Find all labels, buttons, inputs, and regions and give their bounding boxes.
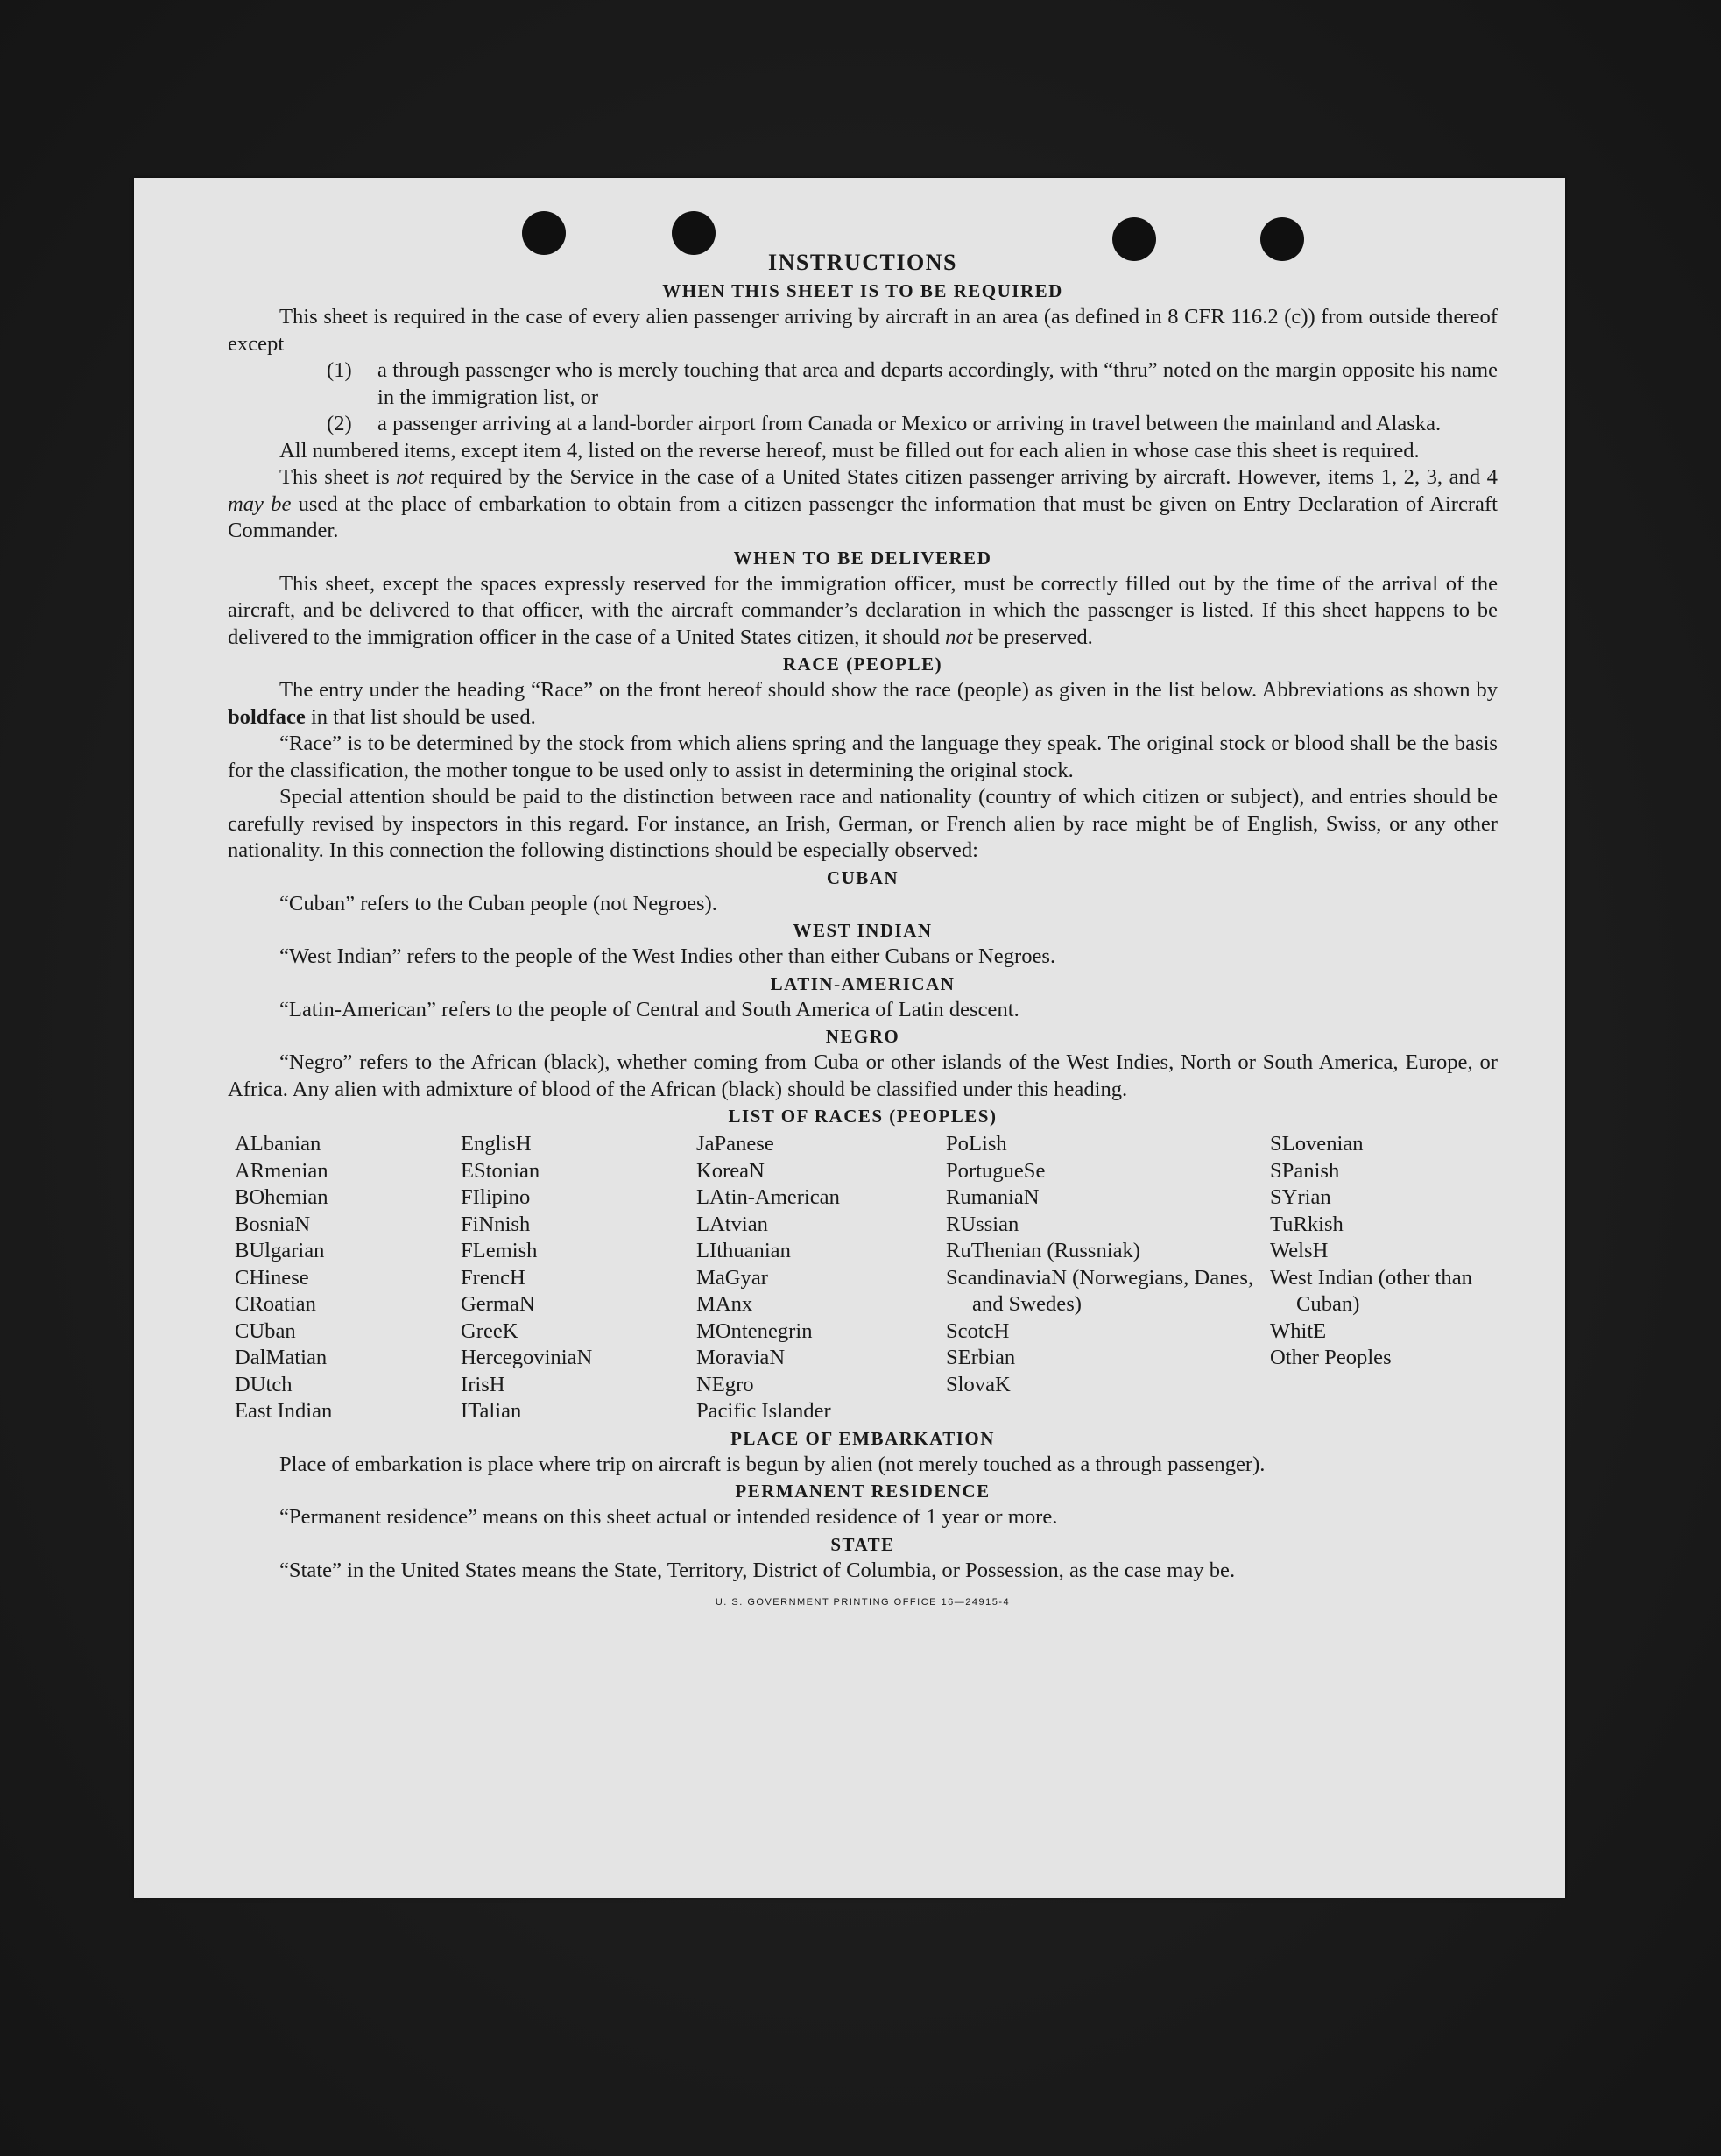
heading-when-required: WHEN THIS SHEET IS TO BE REQUIRED xyxy=(662,280,1063,301)
exception-number: (2) xyxy=(327,412,352,435)
race-entry: DUtch xyxy=(235,1372,293,1396)
race-entry: BOhemian xyxy=(235,1185,328,1209)
text-run: be preserved. xyxy=(977,625,1093,649)
race-entry: ALbanian xyxy=(235,1132,321,1156)
paragraph-citizen xyxy=(228,464,1498,545)
paragraph-required: This sheet is required in the case of every alien passenger arriving by aircraft in an area (as defined in 8 CFR 116.2 (c)) from outside thereof except xyxy=(228,305,1498,356)
race-entry: ITalian xyxy=(461,1399,522,1423)
race-entry: BosniaN xyxy=(235,1212,311,1236)
paragraph-race-nationality: Special attention should be paid to the distinction between race and nationality (country of which citizen or subject), and entries should be carefully revised by inspectors in this regard. For instance, an Irish, German, or French alien by race might be of English, Swiss, or any other nationality. In this connection the following distinctions should be especially observed: xyxy=(228,785,1498,862)
exception-text: a passenger arriving at a land-border airport from Canada or Mexico or arriving in travel between the mainland and Alaska. xyxy=(377,412,1442,435)
races-column-4 xyxy=(946,1131,1270,1425)
race-entry: SYrian xyxy=(1270,1185,1331,1209)
heading-list-of-races: LIST OF RACES (PEOPLES) xyxy=(728,1106,998,1127)
exception-number: (1) xyxy=(327,358,352,382)
race-entry: SLovenian xyxy=(1270,1132,1364,1156)
race-entry: LIthuanian xyxy=(696,1239,791,1262)
heading-residence: PERMANENT RESIDENCE xyxy=(735,1481,991,1502)
race-entry: CRoatian xyxy=(235,1292,316,1316)
races-column-3 xyxy=(696,1131,946,1425)
paragraph-residence: “Permanent residence” means on this sheet actual or intended residence of 1 year or more. xyxy=(279,1505,1058,1529)
race-entry: NEgro xyxy=(696,1372,754,1396)
italic-text: not xyxy=(396,465,424,489)
heading-embarkation: PLACE OF EMBARKATION xyxy=(730,1427,995,1449)
race-entry: ARmenian xyxy=(235,1158,328,1183)
race-entry: MaGyar xyxy=(696,1265,768,1290)
instructions-text xyxy=(228,248,1498,1616)
race-entry: LAtin-American xyxy=(696,1185,840,1209)
races-column-2 xyxy=(461,1131,696,1425)
race-entry: SlovaK xyxy=(946,1372,1011,1396)
race-entry: WelsH xyxy=(1270,1239,1329,1262)
race-entry: MAnx xyxy=(696,1292,753,1316)
race-entry: GreeK xyxy=(461,1318,518,1343)
paragraph-cuban: “Cuban” refers to the Cuban people (not Negroes). xyxy=(279,891,717,915)
paragraph-numbered-items: All numbered items, except item 4, listed on the reverse hereof, must be filled out for each alien in whose case this sheet is required. xyxy=(279,438,1420,463)
race-entry: DalMatian xyxy=(235,1346,328,1369)
race-entry: FIlipino xyxy=(461,1185,531,1209)
exception-item-2 xyxy=(327,411,1498,438)
title-instructions: INSTRUCTIONS xyxy=(768,250,957,275)
race-entry: FiNnish xyxy=(461,1212,531,1236)
paragraph-latin-american: “Latin-American” refers to the people of Central and South America of Latin descent. xyxy=(279,997,1019,1021)
printing-office-imprint: U. S. GOVERNMENT PRINTING OFFICE 16—24915-4 xyxy=(715,1597,1011,1608)
race-entry: MoraviaN xyxy=(696,1346,786,1369)
race-entry: BUlgarian xyxy=(235,1239,325,1262)
race-entry: RuThenian (Russniak) xyxy=(946,1239,1140,1262)
paragraph-race-stock: “Race” is to be determined by the stock from which aliens spring and the language they speak. The original stock or blood shall be the basis for the classification, the mother tongue to be used only to assist in determining the original stock. xyxy=(228,732,1498,782)
exception-item-1 xyxy=(327,357,1498,411)
paragraph-delivered xyxy=(228,571,1498,652)
race-entry: PortugueSe xyxy=(946,1158,1046,1183)
paragraph-race-entry xyxy=(228,677,1498,731)
italic-text: may be xyxy=(228,491,292,516)
paragraph-west-indian: “West Indian” refers to the people of the West Indies other than either Cubans or Negroes. xyxy=(279,944,1056,968)
race-entry: SErbian xyxy=(946,1346,1016,1369)
race-entry: JaPanese xyxy=(696,1132,774,1156)
race-entry: EStonian xyxy=(461,1158,540,1183)
races-column-5 xyxy=(1270,1131,1505,1425)
race-entry: HercegoviniaN xyxy=(461,1346,593,1369)
document-sheet xyxy=(134,178,1565,1898)
text-run: used at the place of embarkation to obtain from a citizen passenger the information that must be given on Entry Declaration of Aircraft Commander. xyxy=(228,491,1499,542)
race-entry: FrencH xyxy=(461,1265,525,1290)
text-run: The entry under the heading “Race” on the front hereof should show the race (people) as given in the list below. Abbreviations as shown by xyxy=(279,678,1498,702)
race-entry: ScotcH xyxy=(946,1318,1010,1343)
race-entry: MOntenegrin xyxy=(696,1318,813,1343)
text-run: required by the Service in the case of a United States citizen passenger arriving by aircraft. However, items 1, 2, 3, and 4 xyxy=(430,465,1498,489)
race-entry: SPanish xyxy=(1270,1158,1340,1183)
races-list xyxy=(235,1131,1498,1425)
race-entry: CUban xyxy=(235,1318,296,1343)
paragraph-state: “State” in the United States means the State, Territory, District of Columbia, or Possession, as the case may be. xyxy=(279,1558,1236,1582)
race-entry: CHinese xyxy=(235,1265,309,1290)
race-entry: RUssian xyxy=(946,1212,1019,1236)
race-entry: Pacific Islander xyxy=(696,1399,831,1423)
race-entry: TuRkish xyxy=(1270,1212,1344,1236)
paragraph-embarkation: Place of embarkation is place where trip on aircraft is begun by alien (not merely touched as a through passenger). xyxy=(279,1452,1266,1476)
race-entry: GermaN xyxy=(461,1292,535,1316)
race-entry: IrisH xyxy=(461,1372,505,1396)
race-entry: Other Peoples xyxy=(1270,1346,1392,1369)
race-entry: PoLish xyxy=(946,1132,1007,1156)
bold-text: boldface xyxy=(228,704,306,729)
race-entry: East Indian xyxy=(235,1399,333,1423)
heading-cuban: CUBAN xyxy=(826,866,899,888)
italic-text: not xyxy=(945,625,973,649)
paragraph-negro: “Negro” refers to the African (black), whether coming from Cuba or other islands of the West Indies, North or South America, Europe, or Africa. Any alien with admixture of blood of the African (black) should be classified under this heading. xyxy=(228,1050,1498,1101)
race-entry: RumaniaN xyxy=(946,1185,1040,1209)
race-entry: EnglisH xyxy=(461,1132,532,1156)
text-run: in that list should be used. xyxy=(310,704,536,729)
race-entry: WhitE xyxy=(1270,1318,1327,1343)
heading-state: STATE xyxy=(830,1533,895,1555)
heading-when-delivered: WHEN TO BE DELIVERED xyxy=(733,547,992,569)
race-entry: ScandinaviaN (Norwegians, Danes, and Swedes) xyxy=(946,1265,1254,1316)
text-run: This sheet, except the spaces expressly reserved for the immigration officer, must be correctly filled out by the time of the arrival of the aircraft, and be delivered to that officer, with the aircraft commander’s declaration in which the passenger is listed. If this sheet happens to be delivered to the immigration officer in the case of a United States citizen, it should xyxy=(228,571,1498,649)
race-entry: West Indian (other than Cuban) xyxy=(1270,1265,1472,1316)
exception-text: a through passenger who is merely touching that area and departs accordingly, with “thru” noted on the margin opposite his name in the immigration list, or xyxy=(377,358,1498,409)
heading-race: RACE (PEOPLE) xyxy=(782,654,943,675)
race-entry: KoreaN xyxy=(696,1158,765,1183)
heading-west-indian: WEST INDIAN xyxy=(793,920,933,941)
heading-negro: NEGRO xyxy=(825,1026,900,1047)
race-entry: FLemish xyxy=(461,1239,538,1262)
text-run: This sheet is xyxy=(279,465,390,489)
race-entry: LAtvian xyxy=(696,1212,768,1236)
heading-latin-american: LATIN-AMERICAN xyxy=(770,972,956,994)
races-column-1 xyxy=(235,1131,461,1425)
